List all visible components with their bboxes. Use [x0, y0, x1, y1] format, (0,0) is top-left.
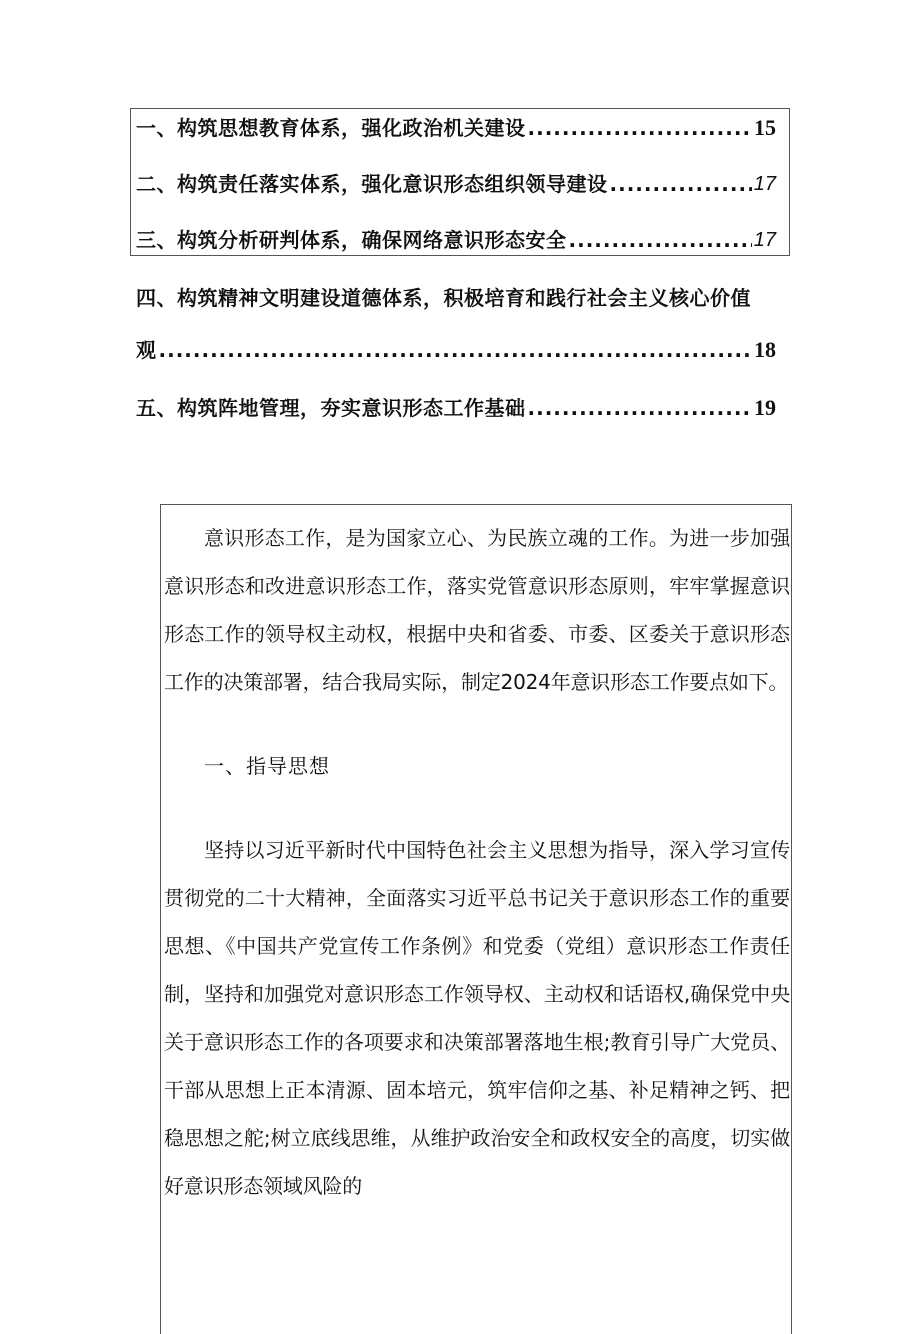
toc-entry-title: 观 — [136, 338, 157, 362]
toc-entry-page: 18 — [754, 337, 776, 362]
toc-dot-leader — [528, 392, 753, 424]
toc-entry-2[interactable] — [136, 168, 776, 200]
intro-paragraph: 意识形态工作，是为国家立心、为民族立魂的工作。为进一步加强意识形态和改进意识形态工作，落实党管意识形态原则，牢牢掌握意识形态工作的领导权主动权，根据中央和省委、市委、区委关于意识形态工作的决策部署，结合我局实际，制定2024年意识形态工作要点如下。 — [164, 526, 790, 694]
toc-entry-page: 17 — [753, 229, 776, 251]
section-paragraph: 坚持以习近平新时代中国特色社会主义思想为指导，深入学习宣传贯彻党的二十大精神，全面落实习近平总书记关于意识形态工作的重要思想、《中国共产党宣传工作条例》和党委（党组）意识形态工作责任制，坚持和加强党对意识形态工作领导权、主动权和话语权,确保党中央关于意识形态工作的各项要求和决策部署落地生根;教育引导广大党员、干部从思想上正本清源、固本培元，筑牢信仰之基、补足精神之钙、把稳思想之舵;树立底线思维，从维护政治安全和政权安全的高度，切实做好意识形态领域风险的 — [164, 838, 790, 1198]
toc-entry-title: 二、构筑责任落实体系，强化意识形态组织领导建设 — [136, 172, 608, 196]
toc-entry-title: 三、构筑分析研判体系，确保网络意识形态安全 — [136, 228, 567, 252]
toc-entry-4-title-line1[interactable]: 四、构筑精神文明建设道德体系，积极培育和践行社会主义核心价值 — [136, 286, 751, 310]
toc-entry-title: 一、构筑思想教育体系，强化政治机关建设 — [136, 116, 526, 140]
section-heading: 一、指导思想 — [204, 754, 330, 778]
toc-dot-leader — [159, 334, 753, 366]
toc-entry-title: 五、构筑阵地管理，夯实意识形态工作基础 — [136, 396, 526, 420]
toc-entry-5[interactable] — [136, 392, 776, 424]
toc-entry-4[interactable] — [136, 334, 776, 366]
toc-dot-leader — [569, 224, 752, 256]
toc-entry-page: 17 — [753, 173, 776, 195]
toc-entry-3[interactable] — [136, 224, 776, 256]
toc-entry-page: 15 — [754, 115, 776, 140]
toc-dot-leader — [610, 168, 752, 200]
toc-entry-1[interactable] — [136, 112, 776, 144]
toc-dot-leader — [528, 112, 753, 144]
toc-entry-page: 19 — [754, 395, 776, 420]
